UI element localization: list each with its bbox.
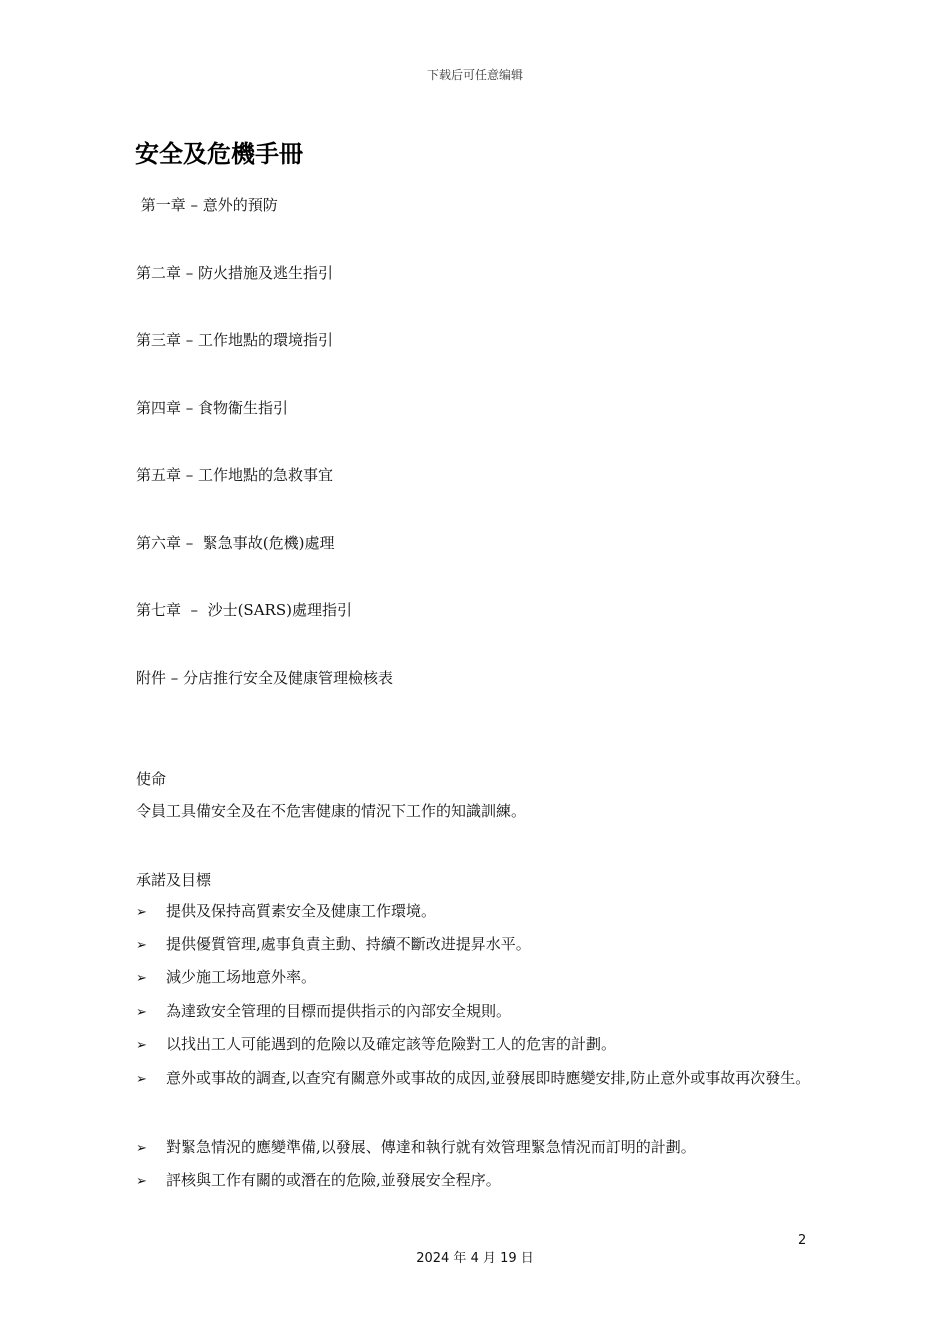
commitment-item: ➢ 評核與工作有關的或潛在的危險,並發展安全程序。 <box>136 1164 816 1198</box>
arrow-bullet-icon: ➢ <box>136 1038 147 1053</box>
mission-text: 令員工具備安全及在不危害健康的情況下工作的知識訓練。 <box>136 802 527 820</box>
arrow-bullet-icon: ➢ <box>136 1174 147 1189</box>
chapter-4: 第四章 – 食物衞生指引 <box>136 399 289 417</box>
document-title: 安全及危機手冊 <box>135 140 303 168</box>
header-note: 下载后可任意编辑 <box>426 68 523 82</box>
arrow-bullet-icon: ➢ <box>136 938 147 953</box>
commitment-item: ➢ 減少施工场地意外率。 <box>136 961 816 995</box>
commitment-item: ➢ 對緊急情況的應變準備,以發展、傳達和執行就有效管理緊急情況而訂明的計劃。 <box>136 1131 816 1165</box>
page-number: 2 <box>798 1233 807 1248</box>
commitment-item: ➢ 提供及保持高質素安全及健康工作環境。 <box>136 895 816 929</box>
commitment-item: ➢ 提供優質管理,處事負責主動、持續不斷改进提昇水平。 <box>136 928 816 962</box>
commitments-heading: 承諾及目標 <box>136 871 212 889</box>
mission-heading: 使命 <box>136 770 167 788</box>
arrow-bullet-icon: ➢ <box>136 1005 147 1020</box>
chapter-5: 第五章 – 工作地點的急救事宜 <box>136 466 334 484</box>
arrow-bullet-icon: ➢ <box>136 1072 147 1087</box>
appendix: 附件 – 分店推行安全及健康管理檢核表 <box>136 669 394 687</box>
chapter-1: 第一章 – 意外的預防 <box>136 196 278 214</box>
commitment-item: ➢ 以找出工人可能遇到的危險以及確定該等危險對工人的危害的計劃。 <box>136 1028 816 1062</box>
chapter-7: 第七章 – 沙士(SARS)處理指引 <box>136 601 352 619</box>
arrow-bullet-icon: ➢ <box>136 905 147 920</box>
arrow-bullet-icon: ➢ <box>136 1141 147 1156</box>
arrow-bullet-icon: ➢ <box>136 971 147 986</box>
commitment-item: ➢ 意外或事故的調查,以查究有關意外或事故的成因,並發展即時應變安排,防止意外或事故再次發生。 <box>136 1062 816 1096</box>
chapter-6: 第六章 – 緊急事故(危機)處理 <box>136 534 335 552</box>
chapter-2: 第二章 – 防火措施及逃生指引 <box>136 264 334 282</box>
footer-date: 2024 年 4 月 19 日 <box>416 1251 534 1266</box>
chapter-3: 第三章 – 工作地點的環境指引 <box>136 331 334 349</box>
commitment-item: ➢ 為達致安全管理的目標而提供指示的內部安全規則。 <box>136 995 816 1029</box>
